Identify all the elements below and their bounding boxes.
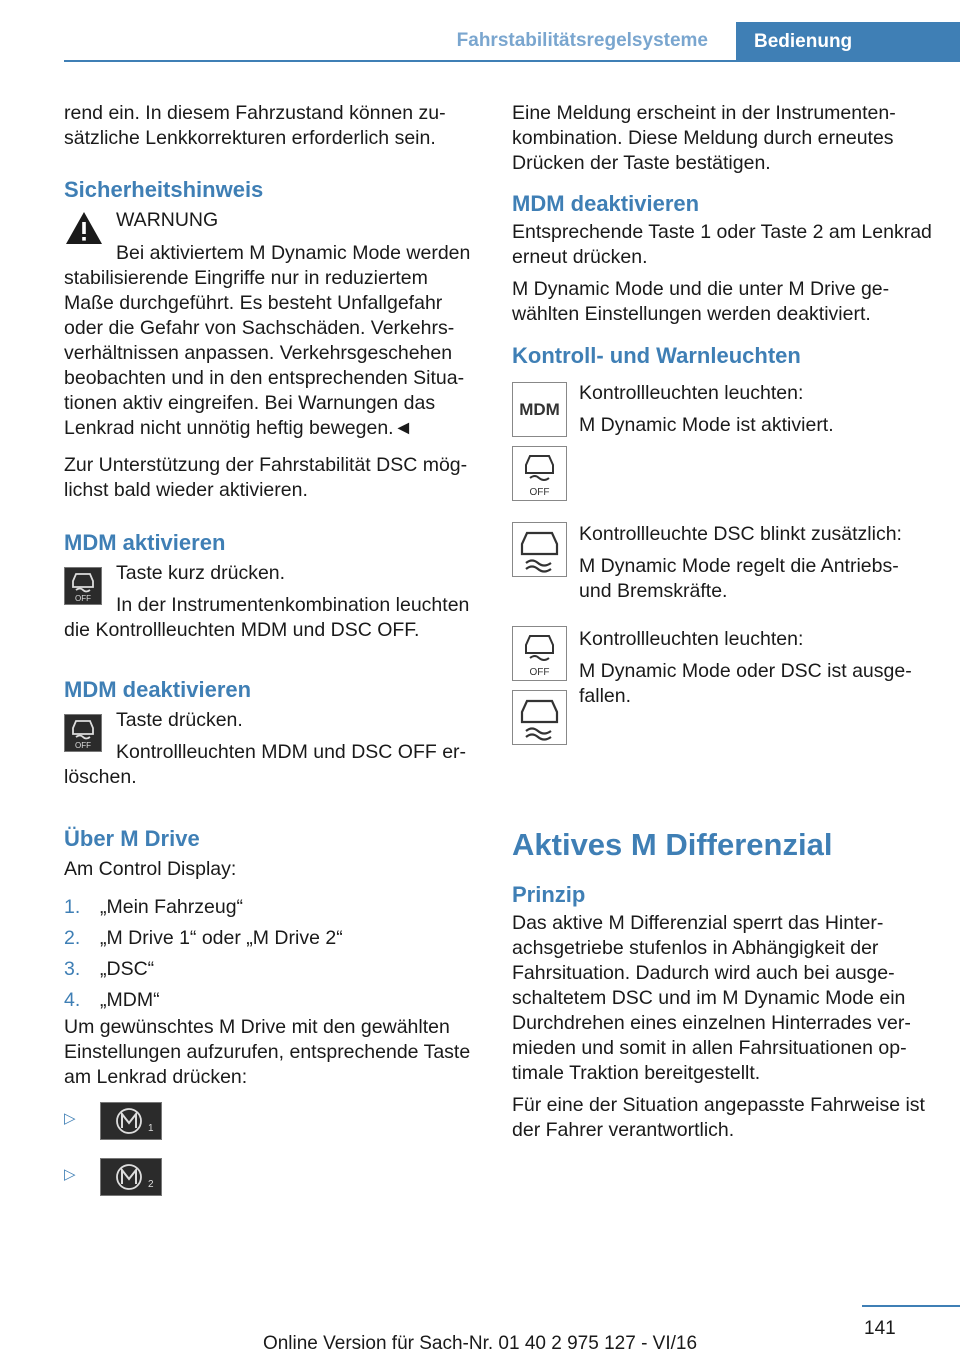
differential-section (512, 826, 932, 1143)
dsc-off-button-icon (64, 567, 102, 605)
warning-text: Bei aktiviertem M Dynamic Mode werden stabilisierende Eingriffe nur in reduziertem Maße durchgeführt. Es besteht Unfallgefahr oder die Gefahr von Sachschäden. Verkehrsverhältnissen anpassen. Verkehrsgeschehen beobachten und in den entsprechenden Situationen aktiv eingreifen. Bei Warnungen das Lenkrad nicht unnötig heftig bewegen.◄ (64, 242, 471, 439)
list-item (64, 926, 482, 957)
footer-rule (862, 1305, 960, 1307)
list-item (64, 957, 482, 988)
dsc-off-button-icon (64, 714, 102, 752)
heading-warning-lamps: Kontroll- und Warnleuchten (512, 343, 801, 368)
svg-text:2: 2 (148, 1179, 154, 1190)
heading-safety: Sicherheitshinweis (64, 177, 264, 202)
svg-text:1: 1 (148, 1123, 154, 1134)
svg-text:OFF: OFF (75, 741, 91, 750)
heading-mdm-activate: MDM aktivieren (64, 530, 226, 555)
step-text: „DSC“ (100, 958, 155, 980)
page-number: 141 (864, 1318, 896, 1339)
heading-mdm-deactivate-right: MDM deaktivieren (512, 191, 700, 216)
heading-principle: Prinzip (512, 882, 586, 907)
mdm-activate-step-1: Taste kurz drücken. (116, 562, 286, 584)
m1-button-icon (100, 1102, 162, 1140)
mdm-activate-step-2: In der Instrumentenkombination leuchten die Kontrollleuchten MDM und DSC OFF. (64, 594, 470, 641)
svg-text:MDM: MDM (519, 400, 560, 419)
step-number: 1. (64, 896, 81, 918)
lamp2-line2: M Dynamic Mode regelt die Antriebs- und Bremskräfte. (579, 555, 899, 602)
svg-text:OFF: OFF (75, 594, 91, 603)
lamp3-line1: Kontrollleuchten leuchten: (579, 628, 804, 650)
paragraph-message: Eine Meldung erscheint in der Instrumentenkombination. Diese Meldung durch erneutes Drücken der Taste bestätigen. (512, 102, 896, 174)
mdm-lamp-icon (512, 382, 567, 437)
warning-title: WARNUNG (116, 209, 219, 231)
heading-m-drive: Über M Drive (64, 826, 200, 851)
step-text: „Mein Fahrzeug“ (100, 896, 244, 918)
bullet-icon: ▷ (64, 1110, 76, 1127)
lamp1-line1: Kontrollleuchten leuchten: (579, 382, 804, 404)
list-item (64, 1158, 482, 1200)
paragraph-intro: rend ein. In diesem Fahrzustand können zusätzliche Lenkkorrekturen erforderlich sein. (64, 102, 446, 149)
paragraph-deactivate-2: M Dynamic Mode und die unter M Drive gewählten Einstellungen werden deaktiviert. (512, 278, 890, 325)
lamp2-line1: Kontrollleuchte DSC blinkt zusätzlich: (579, 523, 902, 545)
steps-list (64, 895, 482, 1019)
dsc-lamp-icon (512, 522, 567, 577)
lamp1-line2: M Dynamic Mode ist aktiviert. (579, 414, 834, 436)
warning-icon (64, 210, 104, 246)
paragraph-driver: Für eine der Situation angepasste Fahrweise ist der Fahrer verantwortlich. (512, 1094, 925, 1141)
dsc-off-lamp-icon (512, 626, 567, 681)
step-number: 4. (64, 989, 81, 1011)
mdm-activate-block (64, 561, 482, 643)
svg-text:OFF: OFF (529, 487, 550, 498)
lamps-block (512, 376, 932, 836)
heading-mdm-deactivate: MDM deaktivieren (64, 677, 252, 702)
paragraph-deactivate-1: Entsprechende Taste 1 oder Taste 2 am Lenkrad erneut drücken. (512, 221, 932, 268)
dsc-lamp-icon (512, 690, 567, 745)
mdm-deactivate-step-1: Taste drücken. (116, 709, 243, 731)
left-column (64, 101, 482, 1200)
paragraph-dsc: Zur Unterstützung der Fahrstabilität DSC möglichst bald wieder aktivieren. (64, 454, 468, 501)
lamp3-line2: M Dynamic Mode oder DSC ist ausgefallen. (579, 660, 912, 707)
step-text: „MDM“ (100, 989, 160, 1011)
step-number: 3. (64, 958, 81, 980)
right-column (512, 101, 932, 836)
paragraph-select-m-drive: Um gewünschtes M Drive mit den gewählten Einstellungen aufzurufen, entsprechende Taste am Lenkrad drücken: (64, 1016, 471, 1088)
header-rule (64, 60, 960, 62)
footer-text: Online Version für Sach-Nr. 01 40 2 975 127 - VI/16 (262, 1333, 698, 1354)
paragraph-control-display: Am Control Display: (64, 858, 237, 880)
list-item (64, 1102, 482, 1158)
mdm-deactivate-step-2: Kontrollleuchten MDM und DSC OFF erlöschen. (64, 741, 467, 788)
paragraph-differential: Das aktive M Differenzial sperrt das Hinterachsgetriebe stufenlos in Abhängigkeit der Fahrsituation. Dadurch wird auch bei ausgeschaltetem DSC und im M Dynamic Mode ein Durchdrehen eines einzelnen Hinterrades vermieden und somit in allen Fahrsituationen optimale Traktion bereitgestellt. (512, 912, 911, 1084)
step-number: 2. (64, 927, 81, 949)
list-item (64, 895, 482, 926)
dsc-off-lamp-icon (512, 446, 567, 501)
chapter-tab: Bedienung (736, 22, 960, 62)
list-item (64, 988, 482, 1019)
breadcrumb-section: Fahrstabilitätsregelsysteme (456, 30, 708, 51)
m2-button-icon (100, 1158, 162, 1196)
mdm-deactivate-block (64, 708, 482, 790)
warning-block (64, 208, 482, 441)
heading-active-m-differential: Aktives M Differenzial (512, 827, 833, 862)
bullet-icon: ▷ (64, 1166, 76, 1183)
svg-text:OFF: OFF (529, 667, 550, 678)
step-text: „M Drive 1“ oder „M Drive 2“ (100, 927, 343, 949)
